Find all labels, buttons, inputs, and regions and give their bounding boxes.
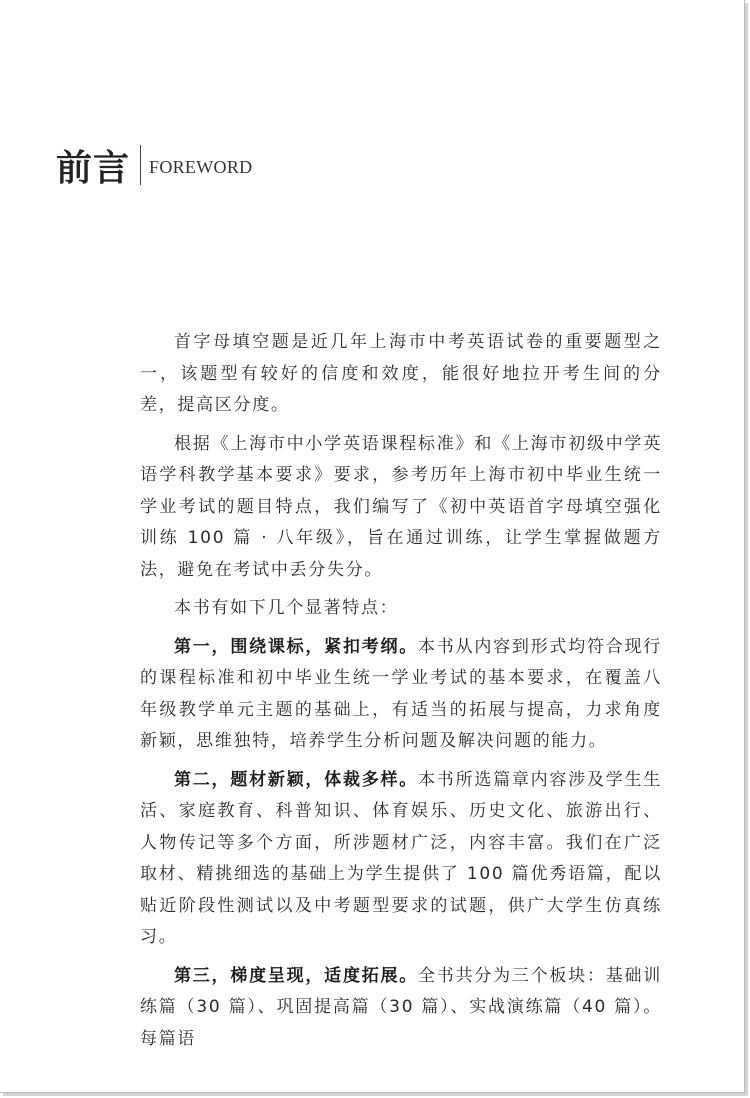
paragraph-feature-3: [140, 961, 662, 1056]
paragraph-text: 本书所选篇章内容涉及学生生活、家庭教育、科普知识、体育娱乐、历史文化、旅游出行、人物传记等多个方面，所涉题材广泛，内容丰富。我们在广泛取材、精挑细选的基础上为学生提供了 100 篇优秀语篇，配以贴近阶段性测试以及中考题型要求的试题，供广大学生仿真练习。: [140, 769, 662, 947]
paragraph-text: 本书从内容到形式均符合现行的课程标准和初中毕业生统一学业考试的基本要求，在覆盖八年级教学单元主题的基础上，有适当的拓展与提高，力求角度新颖，思维独特，培养学生分析问题及解决问题的能力。: [140, 636, 662, 751]
heading-title-cn: 前言: [56, 146, 131, 189]
paragraph-intro: [140, 327, 662, 422]
paragraph-text: 本书有如下几个显著特点：: [174, 598, 399, 618]
feature-heading: 第三，梯度呈现，适度拓展。: [174, 965, 419, 986]
paragraph-feature-1: [140, 632, 662, 758]
feature-heading: 第一，围绕课标，紧扣考纲。: [174, 636, 419, 657]
heading-divider: [140, 145, 141, 185]
paragraph-feature-2: [140, 765, 662, 954]
paragraph-text: 全书共分为三个板块：基础训练篇（30 篇）、巩固提高篇（30 篇）、实战演练篇（40 篇）。每篇语: [140, 965, 662, 1049]
feature-heading: 第二，题材新颖，体裁多样。: [174, 769, 419, 790]
heading-title-en: FOREWORD: [149, 156, 253, 177]
paragraph-basis: [140, 429, 662, 587]
foreword-body: [140, 327, 662, 1062]
foreword-heading: [56, 140, 252, 190]
paragraph-text: 根据《上海市中小学英语课程标准》和《上海市初级中学英语学科教学基本要求》要求，参考历年上海市初中毕业生统一学业考试的题目特点，我们编写了《初中英语首字母填空强化训练 100 篇 · 八年级》，旨在通过训练，让学生掌握做题方法，避免在考试中丢分失分。: [140, 433, 662, 580]
paragraph-features-intro: [140, 593, 662, 625]
paragraph-text: 首字母填空题是近几年上海市中考英语试卷的重要题型之一，该题型有较好的信度和效度，能很好地拉开考生间的分差，提高区分度。: [140, 332, 662, 415]
